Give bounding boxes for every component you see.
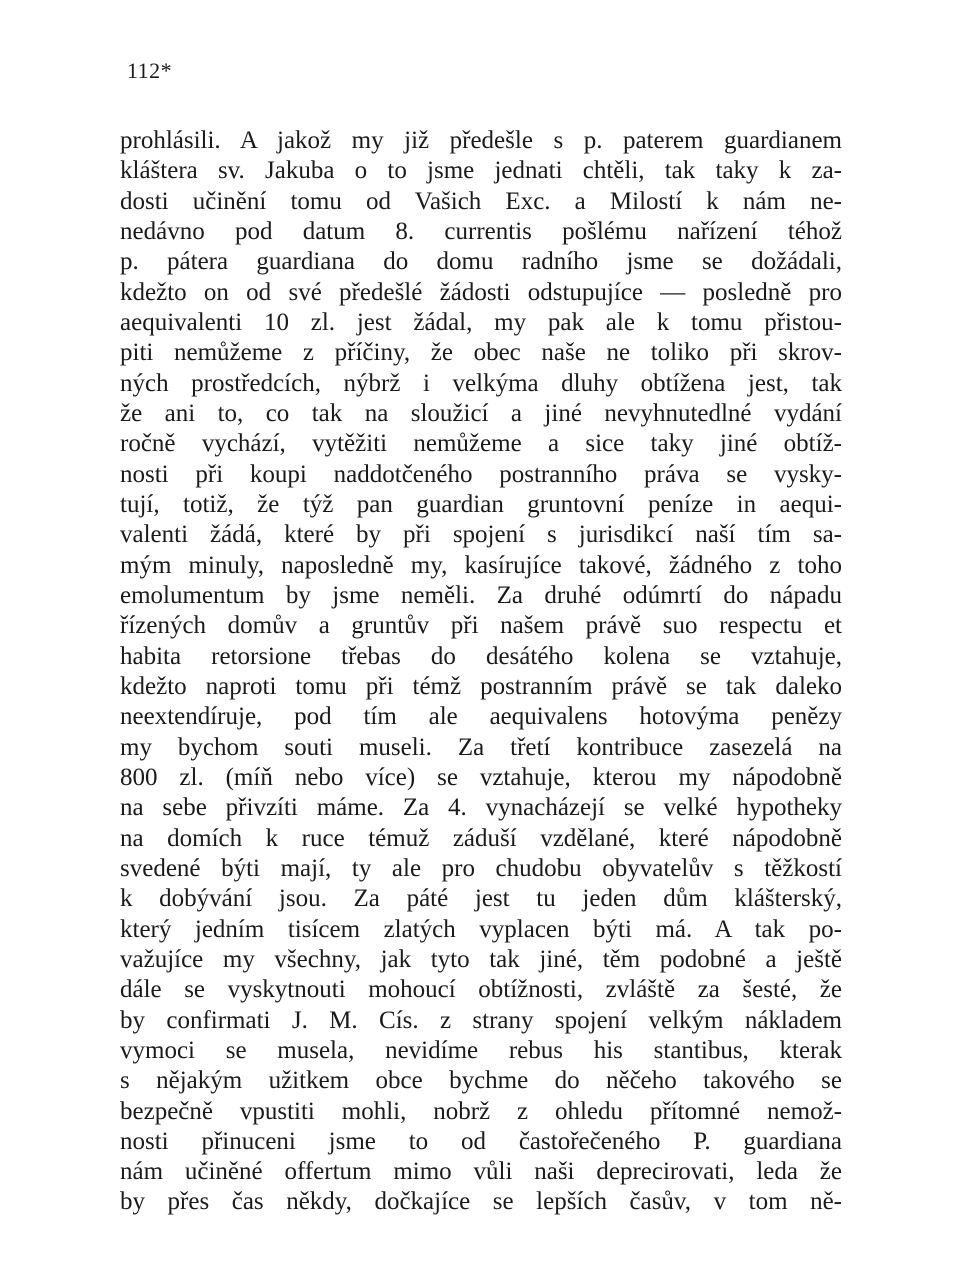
text-line: prohlásili. A jakož my již předešle s p. paterem guardianem — [120, 127, 842, 154]
text-line: tují, totiž, že týž pan guardian gruntovní peníze in aequi- — [120, 490, 842, 518]
text-line: řízených domův a gruntův při našem právě suo respectu et — [120, 612, 842, 640]
text-line: aequivalenti 10 zl. jest žádal, my pak ale k tomu přistou- — [120, 308, 842, 336]
text-line: nosti při koupi naddotčeného postranního práva se vysky- — [120, 460, 842, 488]
text-line: by přes čas někdy, dočkajíce se lepších časův, v tom ně- — [120, 1188, 842, 1216]
text-line: 800 zl. (míň nebo více) se vztahuje, kterou my nápodobně — [120, 763, 842, 791]
text-line: p. pátera guardiana do domu radního jsme se dožádali, — [120, 248, 842, 276]
text-line: nedávno pod datum 8. currentis pošlému nařízení téhož — [120, 217, 842, 245]
text-line: kdežto on od své předešlé žádosti odstupujíce — posledně pro — [120, 278, 842, 306]
text-line: na sebe přivzíti máme. Za 4. vynacházejí se velké hypotheky — [120, 794, 842, 822]
text-line: emolumentum by jsme neměli. Za druhé odúmrtí do nápadu — [120, 581, 842, 609]
page-number: 112* — [127, 58, 173, 83]
text-line: který jedním tisícem zlatých vyplacen býti má. A tak po- — [120, 915, 842, 943]
text-line: k dobývání jsou. Za páté jest tu jeden dům klášterský, — [120, 885, 842, 913]
text-line: kdežto naproti tomu při témž postranním právě se tak daleko — [120, 672, 842, 700]
text-line: kláštera sv. Jakuba o to jsme jednati chtěli, tak taky k za- — [120, 157, 842, 185]
text-line: vymoci se musela, nevidíme rebus his stantibus, kterak — [120, 1036, 842, 1064]
text-line: ných prostředcích, nýbrž i velkýma dluhy obtížena jest, tak — [120, 369, 842, 397]
text-line: nám učiněné offertum mimo vůli naši deprecirovati, leda že — [120, 1158, 842, 1186]
text-line: na domích k ruce témuž záduší vzdělané, které nápodobně — [120, 824, 842, 852]
text-line: bezpečně vpustiti mohli, nobrž z ohledu přítomné nemož- — [120, 1097, 842, 1125]
text-line: važujíce my všechny, jak tyto tak jiné, těm podobné a ještě — [120, 945, 842, 973]
text-line: valenti žádá, které by při spojení s jurisdikcí naší tím sa- — [120, 521, 842, 549]
text-line: piti nemůžeme z příčiny, že obec naše ne toliko při skrov- — [120, 339, 842, 367]
text-line: mým minuly, naposledně my, kasírujíce takové, žádného z toho — [120, 551, 842, 579]
text-line: by confirmati J. M. Cís. z strany spojení velkým nákladem — [120, 1006, 842, 1034]
text-line: habita retorsione třebas do desátého kolena se vztahuje, — [120, 642, 842, 670]
text-line: nosti přinuceni jsme to od častořečeného P. guardiana — [120, 1127, 842, 1155]
text-line: my bychom souti museli. Za třetí kontribuce zasezelá na — [120, 733, 842, 761]
text-line: dosti učinění tomu od Vašich Exc. a Milostí k nám ne- — [120, 187, 842, 215]
text-line: dále se vyskytnouti mohoucí obtížnosti, zvláště za šesté, že — [120, 976, 842, 1004]
text-line: neextendíruje, pod tím ale aequivalens hotovýma penězy — [120, 703, 842, 731]
text-line: ročně vychází, vytěžiti nemůžeme a sice taky jiné obtíž- — [120, 430, 842, 458]
text-line: s nějakým užitkem obce bychme do něčeho takového se — [120, 1067, 842, 1095]
body-text — [120, 126, 842, 1218]
text-line: svedené býti mají, ty ale pro chudobu obyvatelův s těžkostí — [120, 854, 842, 882]
text-line: že ani to, co tak na sloužicí a jiné nevyhnutedlné vydání — [120, 399, 842, 427]
